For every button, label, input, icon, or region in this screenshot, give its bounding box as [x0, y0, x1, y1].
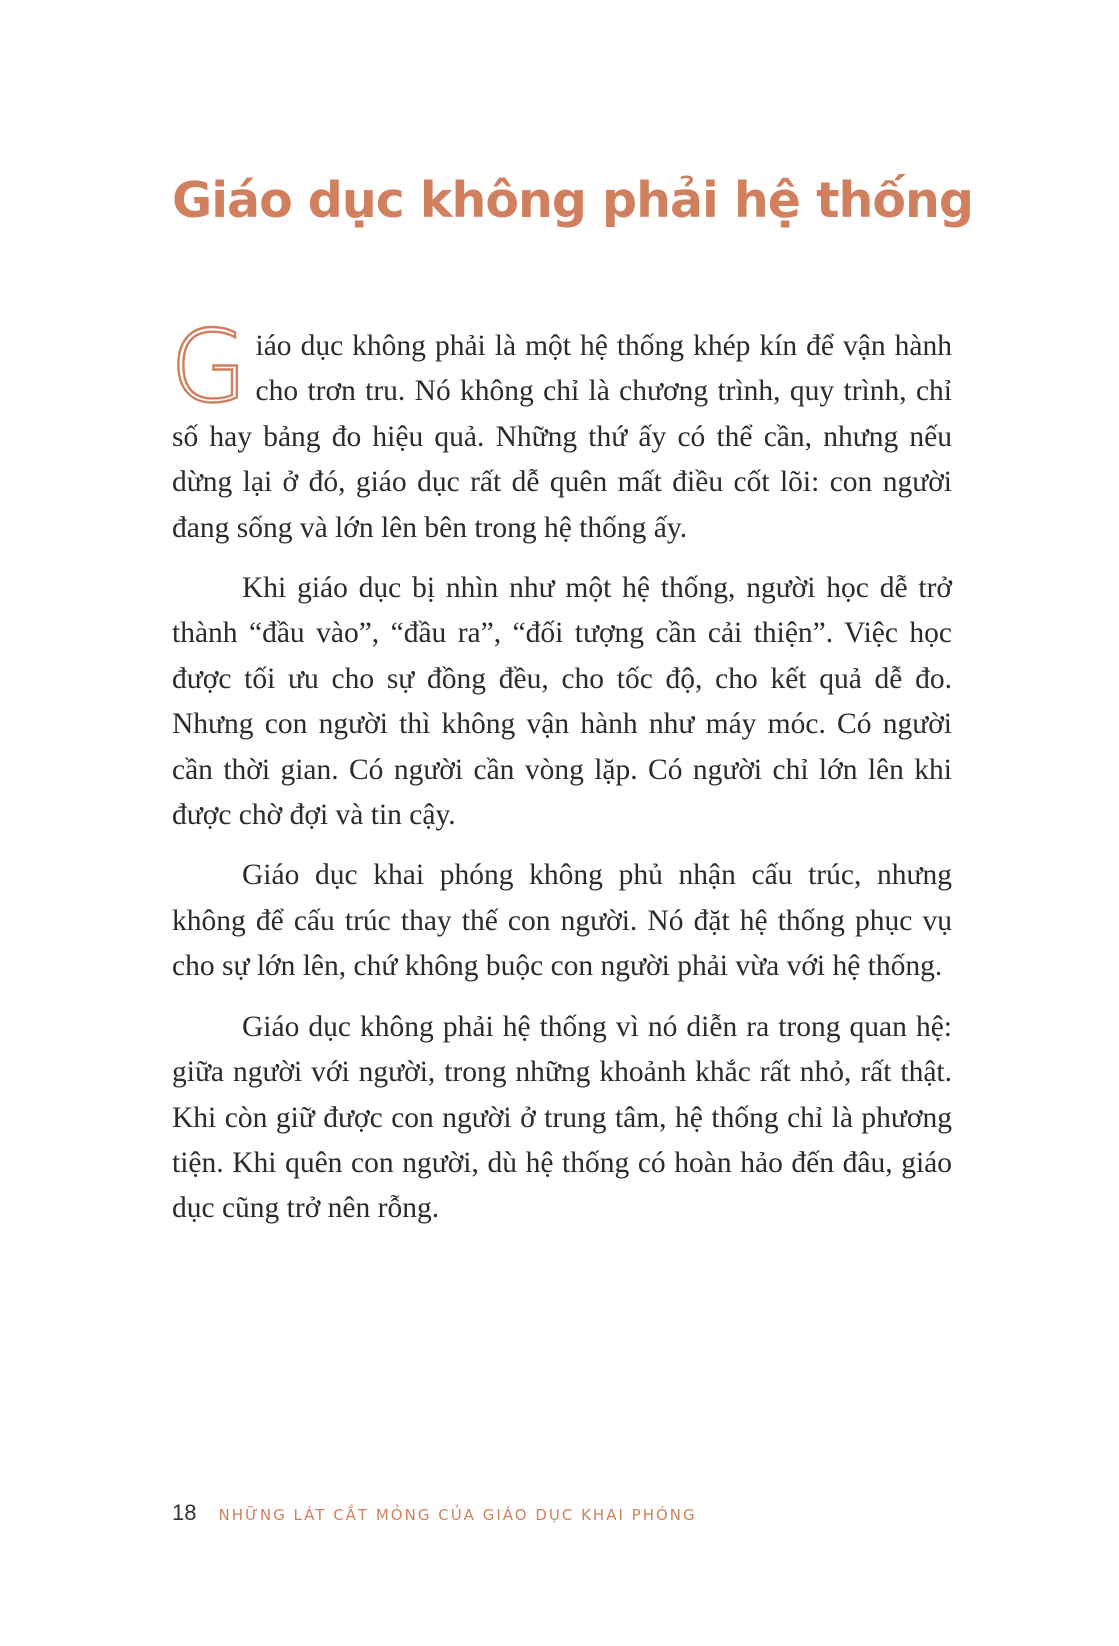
- running-title: NHỮNG LÁT CẮT MỎNG CỦA GIÁO DỤC KHAI PHÓNG: [218, 1506, 697, 1524]
- chapter-body: [170, 308, 952, 1247]
- paragraph-4: Giáo dục không phải hệ thống vì nó diễn ra trong quan hệ: giữa người với người, trong những khoảnh khắc rất nhỏ, rất thật. Khi còn giữ được con người ở trung tâm, hệ thống chỉ là phương tiện. Khi quên con người, dù hệ thống có hoàn hảo đến đâu, giáo dục cũng trở nên rỗng.: [172, 1010, 952, 1225]
- paragraph-2: Khi giáo dục bị nhìn như một hệ thống, người học dễ trở thành “đầu vào”, “đầu ra”, “đối tượng cần cải thiện”. Việc học được tối ưu cho sự đồng đều, cho tốc độ, cho kết quả dễ đo. Nhưng con người thì không vận hành như máy móc. Có người cần thời gian. Có người cần vòng lặp. Có người chỉ lớn lên khi được chờ đợi và tin cậy.: [172, 572, 952, 832]
- drop-cap: G: [170, 308, 248, 425]
- chapter-title: Giáo dục không phải hệ thống: [172, 172, 974, 229]
- page-footer: [172, 1500, 972, 1530]
- paragraph-3: Giáo dục khai phóng không phủ nhận cấu trúc, nhưng không để cấu trúc thay thế con người. Nó đặt hệ thống phục vụ cho sự lớn lên, chứ không buộc con người phải vừa với hệ thống.: [172, 859, 952, 983]
- paragraph-1-text: iáo dục không phải là một hệ thống khép kín để vận hành cho trơn tru. Nó không chỉ là chương trình, quy trình, chỉ số hay bảng đo hiệu quả. Những thứ ấy có thể cần, nhưng nếu dừng lại ở đó, giáo dục rất dễ quên mất điều cốt lõi: con người đang sống và lớn lên bên trong hệ thống ấy.: [172, 330, 952, 544]
- page-number: 18: [172, 1500, 197, 1525]
- paragraph-1: [170, 308, 952, 551]
